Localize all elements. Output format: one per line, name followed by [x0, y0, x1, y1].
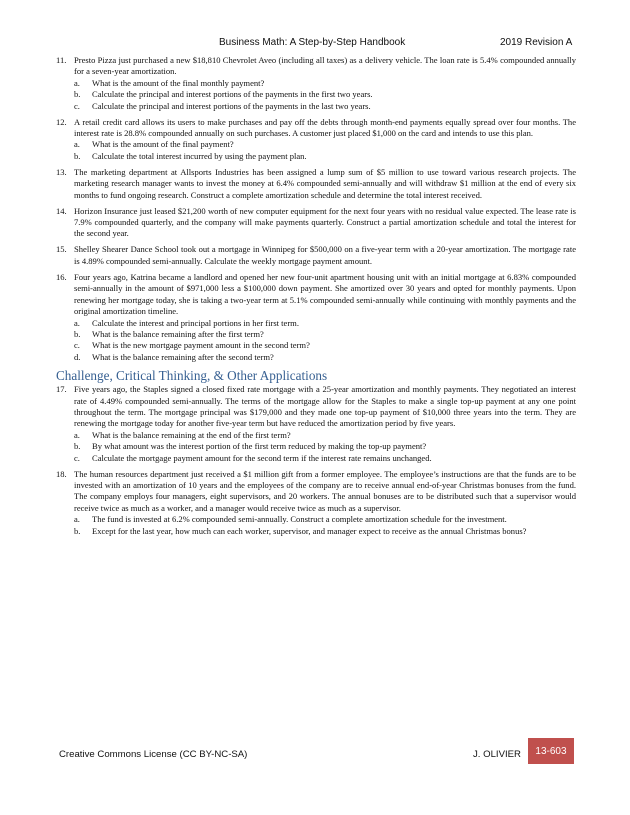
- exercise-item: [56, 117, 576, 163]
- sub-question-letter: a.: [74, 514, 80, 525]
- exercise-number: 11.: [56, 55, 67, 65]
- exercise-item: [56, 244, 576, 267]
- sub-question-text: What is the balance remaining at the end of the first term?: [92, 429, 291, 440]
- exercise-number: 18.: [56, 468, 67, 479]
- exercise-number: 14.: [56, 205, 67, 216]
- sub-question: [74, 318, 576, 329]
- sub-question: [74, 526, 576, 537]
- exercise-number: 16.: [56, 271, 67, 282]
- sub-question-list: [74, 78, 576, 112]
- sub-question: [74, 78, 576, 89]
- sub-question-text: Calculate the principal and interest portions of the payments in the first two years.: [92, 89, 373, 100]
- exercise-text: The human resources department just received a $1 million gift from a former employee. The employee’s instructions are that the funds are to be invested with an amortization of 10 years and the employees of the company are to receive annual end-of-year Christmas bonuses from the fund. The company employs four managers, eight supervisors, and 20 workers. The annual bonuses are to be distributed such that a supervisor would receive twice as much as a worker, and a manager would receive twice as much as a supervisor.: [74, 468, 576, 513]
- sub-question-letter: c.: [74, 452, 80, 463]
- exercise-item: [56, 469, 576, 537]
- sub-question: [74, 101, 576, 112]
- sub-question: [74, 329, 576, 340]
- sub-question-text: The fund is invested at 6.2% compounded semi-annually. Construct a complete amortization schedule for the investment.: [92, 514, 507, 525]
- sub-question-list: [74, 514, 576, 537]
- sub-question-text: What is the amount of the final monthly payment?: [92, 77, 265, 88]
- exercise-text: Shelley Shearer Dance School took out a mortgage in Winnipeg for $500,000 on a five-year term with a 20-year amortization. The mortgage rate is 4.89% compounded semi-annually. Calculate the weekly mortgage payment amount.: [74, 244, 576, 266]
- sub-question-letter: b.: [74, 441, 81, 452]
- sub-question-text: What is the balance remaining after the first term?: [92, 328, 264, 339]
- author-name: J. OLIVIER: [473, 749, 521, 760]
- sub-question-text: What is the amount of the final payment?: [92, 139, 234, 150]
- sub-question-text: What is the balance remaining after the second term?: [92, 351, 274, 362]
- challenge-exercise-list: [56, 384, 576, 537]
- sub-question-text: Calculate the total interest incurred by using the payment plan.: [92, 150, 307, 161]
- sub-question-letter: b.: [74, 150, 81, 161]
- sub-question-text: By what amount was the interest portion of the first term reduced by making the top-up payment?: [92, 441, 427, 452]
- exercise-number: 17.: [56, 384, 67, 395]
- page-footer: [0, 745, 630, 765]
- exercise-number: 15.: [56, 244, 67, 255]
- sub-question-letter: a.: [74, 77, 80, 88]
- sub-question: [74, 430, 576, 441]
- sub-question: [74, 453, 576, 464]
- sub-question-text: What is the new mortgage payment amount in the second term?: [92, 340, 310, 351]
- sub-question-letter: a.: [74, 139, 80, 150]
- page-number-badge: 13-603: [528, 738, 574, 764]
- exercise-text: Horizon Insurance just leased $21,200 worth of new computer equipment for the next four years with no residual value expected. The lease rate is 7.9% compounded quarterly, and the company will make payments quarterly. Construct a partial amortization schedule and total the interest for the second year.: [74, 205, 576, 239]
- exercise-item: [56, 384, 576, 464]
- sub-question-letter: c.: [74, 100, 80, 111]
- sub-question-letter: d.: [74, 351, 81, 362]
- exercise-item: [56, 272, 576, 363]
- sub-question-list: [74, 139, 576, 162]
- sub-question: [74, 441, 576, 452]
- sub-question: [74, 514, 576, 525]
- exercise-text: The marketing department at Allsports Industries has been assigned a lump sum of $5 million to use toward various research projects. The marketing research manager wants to invest the money at 6.4% compounded semi-annually and will withdraw $1 million at the end of every six months to fund ongoing research. Construct a complete amortization schedule and determine the total interest received.: [74, 166, 576, 200]
- exercise-text: Four years ago, Katrina became a landlord and opened her new four-unit apartment housing unit with an initial mortgage at 6.83% compounded semi-annually in the amount of $971,000 less a $100,000 down payment. She amortized over 30 years and opted for monthly payments. Upon renewing her mortgage today, she is taking a two-year term at 5.1% compounded semi-annually while continuing with monthly payments and the original amortization timeline.: [74, 271, 576, 317]
- exercise-text: Five years ago, the Staples signed a closed fixed rate mortgage with a 25-year amortization and monthly payments. They negotiated an interest rate of 4.49% compounded semi-annually. The terms of the mortgage allow for the Staples to make a single top-up payment at any one point throughout the term. The mortgage principal was $179,000 and they made one top-up payment of $10,000 three years into the term. They are renewing the mortgage today for another five-year term but have reduced the amortization period by five years.: [74, 384, 576, 429]
- exercise-number: 13.: [56, 166, 67, 177]
- exercise-item: [56, 55, 576, 112]
- sub-question-text: Calculate the mortgage payment amount for the second term if the interest rate remains unchanged.: [92, 452, 432, 463]
- sub-question: [74, 89, 576, 100]
- exercise-text: A retail credit card allows its users to make purchases and pay off the debts through month-end payments equally spread over four months. The interest rate is 28.8% compounded annually on such purchases. A customer just placed $1,000 on the card and intends to use this plan.: [74, 116, 576, 139]
- exercise-item: [56, 167, 576, 201]
- sub-question-letter: b.: [74, 525, 81, 536]
- sub-question-text: Calculate the interest and principal portions in her first term.: [92, 317, 299, 328]
- sub-question: [74, 151, 576, 162]
- license-text: Creative Commons License (CC BY-NC-SA): [59, 749, 248, 760]
- sub-question-letter: b.: [74, 89, 81, 100]
- sub-question-text: Except for the last year, how much can each worker, supervisor, and manager expect to receive as the annual Christmas bonus?: [92, 525, 527, 536]
- exercise-list: [56, 55, 576, 363]
- sub-question-letter: b.: [74, 328, 81, 339]
- section-heading: Challenge, Critical Thinking, & Other Applications: [56, 368, 328, 384]
- sub-question-letter: a.: [74, 317, 80, 328]
- sub-question-text: Calculate the principal and interest portions of the payments in the last two years.: [92, 100, 371, 111]
- sub-question-list: [74, 318, 576, 364]
- exercise-number: 12.: [56, 116, 67, 127]
- sub-question: [74, 340, 576, 351]
- exercise-item: [56, 206, 576, 240]
- sub-question: [74, 139, 576, 150]
- page-content: [56, 55, 576, 542]
- sub-question-list: [74, 430, 576, 464]
- sub-question-letter: a.: [74, 429, 80, 440]
- exercise-text: Presto Pizza just purchased a new $18,810 Chevrolet Aveo (including all taxes) as a delivery vehicle. The loan rate is 5.4% compounded annually for a seven-year amortization.: [74, 55, 576, 77]
- sub-question: [74, 352, 576, 363]
- book-title: Business Math: A Step-by-Step Handbook: [219, 37, 406, 48]
- revision-label: 2019 Revision A: [500, 37, 573, 48]
- sub-question-letter: c.: [74, 340, 80, 351]
